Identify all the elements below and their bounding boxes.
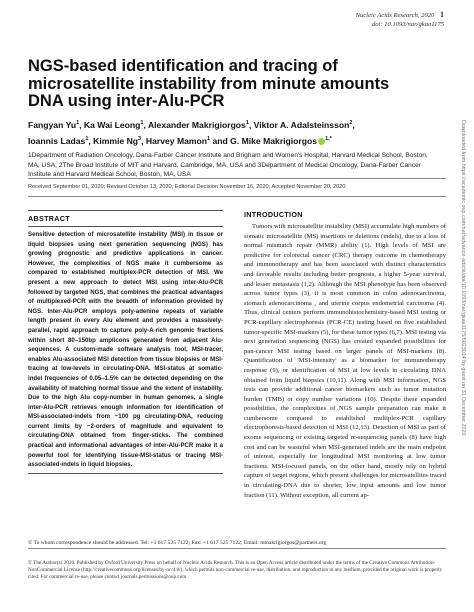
license-notice: © The Author(s) 2020. Published by Oxford University Press on behalf of Nucleic Acids Research. This is an Open Access article distributed under the terms of the Creative Commons Attribution-NonCommercial License (http://creativecommons.org/licenses/by-nc/4.0/), which permits non-commercial re-use, distribution, and reproduction in any medium, provided the original work is properly cited. For commercial re-use, please contact journals.permissions@oup.com <box>28 560 443 581</box>
affil-sup: 1 <box>207 135 211 142</box>
correspondence-note: © To whom correspondence should be addressed. Tel: +1 617 525 7122; Fax: +1 617 525 7122; Email: mmakrigiorgos@partners.org <box>28 540 327 546</box>
orcid-icon[interactable] <box>318 138 325 145</box>
author-name[interactable]: , Kimmie Ng <box>88 135 139 146</box>
affil-sup: 1 <box>76 120 80 126</box>
author-name[interactable]: Fangyan Yu <box>28 119 77 130</box>
divider <box>28 226 223 227</box>
watermark-text: Downloaded from https://academic.oup.com/nar/advance-article/doi/10.1093/nar/gkaa1175/6023014 by guest on 31 December 2020 <box>460 120 466 436</box>
affil-sup: 1 <box>85 135 89 142</box>
introduction-section <box>244 210 446 500</box>
author-name[interactable]: , Viktor A. Adalsteinsson <box>248 119 350 130</box>
abstract-heading: ABSTRACT <box>28 214 70 223</box>
affil-sup: 1,* <box>325 135 332 142</box>
divider <box>28 210 223 211</box>
author-name[interactable]: , Ka Wai Leong <box>79 119 141 130</box>
article-title: NGS-based identification and tracing of microsatellite instability from minute amounts DNA using inter-Alu-PCR <box>28 57 390 110</box>
page-number: 1 <box>440 10 444 19</box>
author-name[interactable]: and G. Mike Makrigiorgos <box>210 135 318 146</box>
affiliations: 1Department of Radiation Oncology, Dana-Farber Cancer Institute and Brigham and Women's Hospital, Harvard Medical School, Boston, MA, USA, 2The Broad Institute of MIT and Harvard, Cambridge, MA, USA and 3Department of Medical Oncology, Dana-Farber Cancer Institute and Harvard Medical School, Boston, MA, USA <box>28 152 428 178</box>
divider <box>28 178 446 179</box>
journal-name: Nucleic Acids Research, 2020 <box>355 12 435 19</box>
author-name[interactable]: , Alexander Makrigiorgos <box>143 119 246 130</box>
author-list: Fangyan Yu$^1$, Ka Wai Leong$^1$, Alexander Makrigiorgos$^1$, Viktor A. Adalsteinsson$^2$, Ioannis Ladas$^1$, Kimmie Ng$^3$, Harvey Mamon$^1$ and G. Mike Makrigiorgos $^{1,*}$ <box>28 119 355 146</box>
abstract-section <box>28 210 223 477</box>
author-name[interactable]: , Harvey Mamon <box>141 135 208 146</box>
author-name[interactable]: Ioannis Ladas <box>28 135 86 146</box>
affil-sup: 2 <box>349 120 353 126</box>
affil-sup: 1 <box>245 120 249 126</box>
affil-sup: 3 <box>138 135 142 142</box>
affil-sup: 1 <box>140 120 144 126</box>
article-dates: Received September 01, 2020; Revised October 13, 2020; Editorial Decision November 16, 2020; Accepted November 20, 2020 <box>28 184 346 190</box>
divider <box>28 473 223 474</box>
introduction-body: Tumors with microsatellite instability (MSI) accumulate high numbers of somatic microsatellite (MS) insertions or deletions (indels), due to a loss of normal mismatch repair (MMR) ability (1). High levels of MSI are predictive for colorectal cancer (CRC) therapy outcome in chemotherapy and immunotherapy and has been associated with distinct characteristics and favorable results including better prognosis, a higher 5-year survival, and lesser metastasis (1,2). Although the MSI phenotype has been observed across tumor types (3), it is most common in colon adenocarcinoma, stomach adenocarcinoma , and uterine corpus endometrial carcinoma (4). Thus, clinical centers perform immunohistochemistry-based MSI testing or PCR-capillary electrophoresis (PCR-CE) testing based on five established tumor-specific MSI-markers (5), for these tumor types (6,7). MSI testing via next generation sequencing (NGS) has created expanded possibilities for pan-cancer MSI testing based on larger panels of MSI-markers (8). Quantification of 'MSI-intensity' as a biomarker for immunotherapy response (9), or identification of MSI at low levels in circulating DNA obtained from liquid biopsies (10,11). Along with MSI information, NGS tests can provide additional cancer biomarkers such as tumor mutation burden (TMB) or copy number variations (10). Despite these expanded possibilities, the complexities of NGS sample preparation can make it cumbersome compared to established multiplex-PCR capillary electrophoresis-based detection of MSI (12,13). Detection of MSI as part of exome sequencing or existing targeted re-sequencing panels (8) have high cost and can be wasteful when MSI-generated indels are the main endpoint of interest, especially for longitudinal MSI monitoring at low tumor fractions. MSI-focused panels, on the other hand, mostly rely on hybrid capture of target regions, which present challenges for microsatellites traced in circulating-DNA due to shorter, low input amounts and low tumor fraction (11). Without exception, all current ap- <box>244 223 446 499</box>
divider <box>28 196 446 197</box>
doi[interactable]: doi: 10.1093/nar/gkaa1175 <box>371 21 444 28</box>
divider <box>28 548 446 549</box>
introduction-heading: INTRODUCTION <box>244 210 303 219</box>
download-watermark <box>458 120 468 520</box>
journal-header <box>356 10 444 29</box>
abstract-body: Sensitive detection of microsatellite instability (MSI) in tissue or liquid biopsies using next generation sequencing (NGS) has growing prognostic and predictive applications in cancer. However, the complexities of NGS make it cumbersome as compared to established multiplex-PCR detection of MSI. We present a new approach to detect MSI using inter-Alu-PCR followed by targeted NGS, that combines the practical advantages of multiplexed-PCR with the breadth of information provided by NGS. Inter-Alu-PCR employs poly-adenine repeats of variable length present in every Alu element and provides a massively-parallel, rapid approach to capture poly-A-rich genomic fractions within short 80–150bp amplicons generated from adjacent Alu-sequences. A custom-made software analysis tool, MSI-tracer, enables Alu-associated MSI detection from tissue biopsies or MSI-tracing at low-levels in circulating-DNA. MSI-status at somatic-indel frequencies of 0.05–1.5% can be detected depending on the availability of matching normal tissue and the extent of instability. Due to the high Alu copy-number in human genomes, a single inter-Alu-PCR retrieves enough information for identification of MSI-associated-indels from ~100 pg circulating-DNA, reducing current limits by ~2-orders of magnitude and equivalent to circulating-DNA obtained from finger-sticks. The combined practical and informational advantages of inter-Alu-PCR make it a powerful tool for identifying tissue-MSI-status or tracing MSI-associated-indels in liquid biopsies. <box>28 231 223 469</box>
